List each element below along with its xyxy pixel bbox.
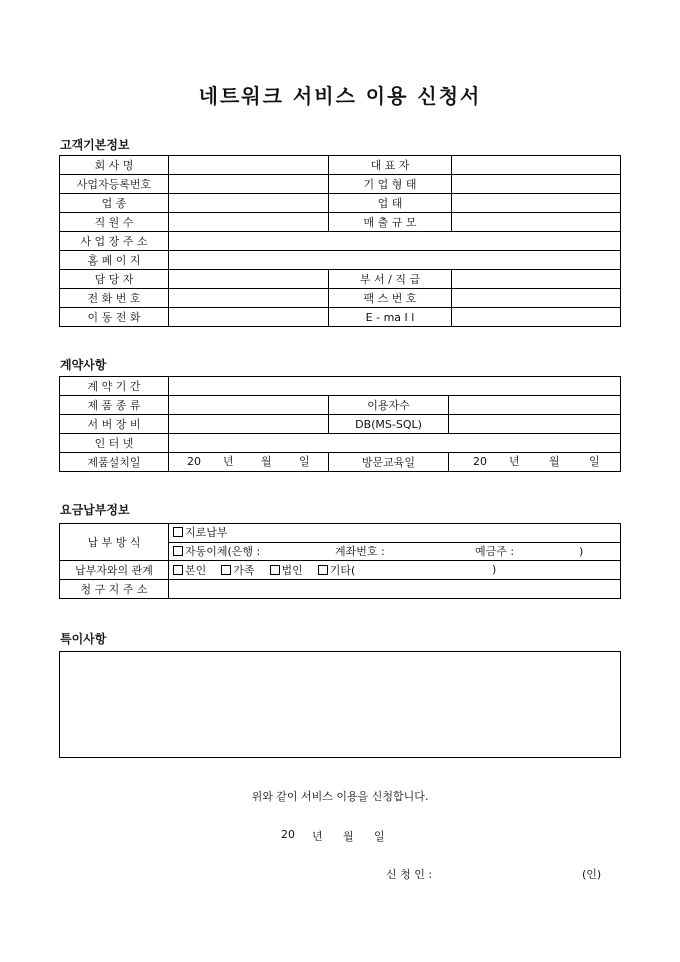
label-contract-period: 계 약 기 간	[60, 377, 169, 396]
seal-mark: (인)	[582, 868, 602, 881]
contract-table	[59, 376, 621, 472]
applicant-label: 신 청 인 :	[386, 868, 433, 881]
label-dept-position: 부 서 / 직 급	[329, 270, 452, 289]
label-employees: 직 원 수	[60, 213, 169, 232]
label-product-type: 제 품 종 류	[60, 396, 169, 415]
label-db: DB(MS-SQL)	[329, 415, 449, 434]
label-contact-person: 담 당 자	[60, 270, 169, 289]
field-user-count[interactable]	[449, 396, 621, 415]
label-install-date: 제품설치일	[60, 453, 169, 472]
field-dept-position[interactable]	[452, 270, 621, 289]
label-account-number: 계좌번호 :	[335, 544, 385, 558]
label-mobile: 이 동 전 화	[60, 308, 169, 327]
label-server-equipment: 서 버 장 비	[60, 415, 169, 434]
field-business-category[interactable]	[452, 194, 621, 213]
option-giro[interactable]: 지로납부	[169, 524, 621, 543]
checkbox-family[interactable]	[221, 565, 231, 575]
section-contract-heading: 계약사항	[60, 358, 107, 372]
table-row	[60, 289, 621, 308]
label-company-type: 기 업 형 태	[329, 175, 452, 194]
field-mobile[interactable]	[169, 308, 329, 327]
label-internet: 인 터 넷	[60, 434, 169, 453]
label-address: 사 업 장 주 소	[60, 232, 169, 251]
field-install-date[interactable]: 20 년 월 일	[169, 453, 329, 472]
field-contract-period[interactable]	[169, 377, 621, 396]
checkbox-giro[interactable]	[173, 527, 183, 537]
label-training-date: 방문교육일	[329, 453, 449, 472]
table-row	[60, 194, 621, 213]
date-day-label: 일	[374, 830, 385, 843]
date-month-label: 월	[343, 830, 354, 843]
label-business-category: 업 태	[329, 194, 452, 213]
checkbox-other[interactable]	[318, 565, 328, 575]
table-row	[60, 156, 621, 175]
field-server-equipment[interactable]	[169, 415, 329, 434]
checkbox-auto-transfer[interactable]	[173, 546, 183, 556]
table-row	[60, 175, 621, 194]
table-row	[60, 377, 621, 396]
table-row	[60, 561, 621, 580]
option-auto-transfer[interactable]: 자동이체(은행 : 계좌번호 : 예금주 : )	[169, 542, 621, 561]
label-ceo: 대 표 자	[329, 156, 452, 175]
field-company-type[interactable]	[452, 175, 621, 194]
section-notes-heading: 특이사항	[60, 632, 107, 646]
section-payment-heading: 요금납부정보	[60, 503, 130, 517]
label-business-reg-no: 사업자등록번호	[60, 175, 169, 194]
label-payer-relation: 납부자와의 관계	[60, 561, 169, 580]
field-payer-relation: 본인 가족 법인 기타( )	[169, 561, 621, 580]
document-title: 네트워크 서비스 이용 신청서	[198, 84, 482, 108]
field-phone[interactable]	[169, 289, 329, 308]
field-employees[interactable]	[169, 213, 329, 232]
field-internet[interactable]	[169, 434, 621, 453]
label-sales-scale: 매 출 규 모	[329, 213, 452, 232]
checkbox-corporation[interactable]	[270, 565, 280, 575]
table-row	[60, 232, 621, 251]
field-industry[interactable]	[169, 194, 329, 213]
field-address[interactable]	[169, 232, 621, 251]
label-account-holder: 예금주 :	[475, 544, 515, 558]
table-row	[60, 453, 621, 472]
date-year-label: 년	[312, 830, 323, 843]
table-row	[60, 434, 621, 453]
label-fax: 팩 스 번 호	[329, 289, 452, 308]
table-row	[60, 213, 621, 232]
notes-box[interactable]	[59, 651, 621, 758]
label-user-count: 이용자수	[329, 396, 449, 415]
table-row	[60, 308, 621, 327]
field-email[interactable]	[452, 308, 621, 327]
table-row	[60, 396, 621, 415]
table-row	[60, 270, 621, 289]
section-customer-heading: 고객기본정보	[60, 138, 130, 152]
payment-table	[59, 523, 621, 599]
table-row	[60, 415, 621, 434]
table-row	[60, 251, 621, 270]
field-contact-person[interactable]	[169, 270, 329, 289]
checkbox-self[interactable]	[173, 565, 183, 575]
label-company-name: 회 사 명	[60, 156, 169, 175]
label-payment-method: 납 부 방 식	[60, 524, 169, 561]
label-phone: 전 화 번 호	[60, 289, 169, 308]
label-homepage: 홈 페 이 지	[60, 251, 169, 270]
field-homepage[interactable]	[169, 251, 621, 270]
field-billing-address[interactable]	[169, 580, 621, 599]
field-sales-scale[interactable]	[452, 213, 621, 232]
label-billing-address: 청 구 지 주 소	[60, 580, 169, 599]
table-row	[60, 580, 621, 599]
field-company-name[interactable]	[169, 156, 329, 175]
customer-info-table	[59, 155, 621, 327]
label-industry: 업 종	[60, 194, 169, 213]
label-email: E - ma I l	[329, 308, 452, 327]
field-ceo[interactable]	[452, 156, 621, 175]
statement: 위와 같이 서비스 이용을 신청합니다.	[251, 790, 429, 803]
field-db[interactable]	[449, 415, 621, 434]
field-product-type[interactable]	[169, 396, 329, 415]
field-fax[interactable]	[452, 289, 621, 308]
field-business-reg-no[interactable]	[169, 175, 329, 194]
table-row	[60, 524, 621, 543]
field-training-date[interactable]: 20 년 월 일	[449, 453, 621, 472]
date-year-prefix: 20	[281, 828, 295, 841]
